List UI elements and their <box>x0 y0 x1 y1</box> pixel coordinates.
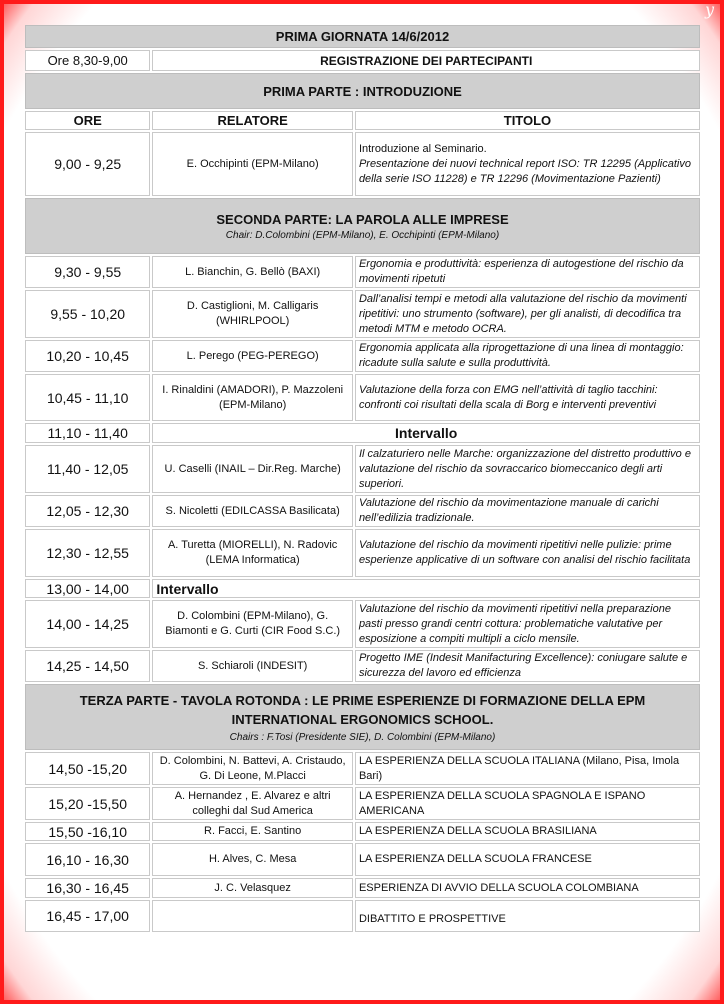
break-label: Intervallo <box>152 579 700 598</box>
table-row <box>25 374 700 421</box>
part2-chair: Chair: D.Colombini (EPM-Milano), E. Occhipinti (EPM-Milano) <box>225 229 500 241</box>
row-title: Ergonomia applicata alla riprogettazione di una linea di montaggio: ricadute sulla salute e sulla produttività. <box>355 340 700 372</box>
row-title: Valutazione del rischio da movimenti ripetitivi nella preparazione pasti presso grandi centri cottura: problematiche valutative per esposizione a compiti multipli a ciclo mensile. <box>355 600 700 648</box>
row-speaker: L. Perego (PEG-PEREGO) <box>152 340 353 372</box>
table-row <box>25 650 700 682</box>
row-time: 11,40 - 12,05 <box>25 445 150 493</box>
row-speaker: I. Rinaldini (AMADORI), P. Mazzoleni (EPM-Milano) <box>152 374 353 421</box>
table-row <box>25 445 700 493</box>
row-speaker: R. Facci, E. Santino <box>152 822 353 841</box>
row-time: 9,30 - 9,55 <box>25 256 150 288</box>
table-row <box>25 132 700 196</box>
row-title: LA ESPERIENZA DELLA SCUOLA BRASILIANA <box>355 822 700 841</box>
part1-title: PRIMA PARTE : INTRODUZIONE <box>25 73 700 109</box>
row-title: Valutazione del rischio da movimenti ripetitivi nelle pulizie: prime esperienze applicative di un software con analisi del rischio facilitata <box>355 529 700 577</box>
program-table <box>23 23 702 934</box>
row-speaker: S. Nicoletti (EDILCASSA Basilicata) <box>152 495 353 527</box>
break-row <box>25 579 700 598</box>
row-time: 14,00 - 14,25 <box>25 600 150 648</box>
row-speaker: U. Caselli (INAIL – Dir.Reg. Marche) <box>152 445 353 493</box>
part2-header <box>25 198 700 254</box>
table-row <box>25 822 700 841</box>
row-speaker: E. Occhipinti (EPM-Milano) <box>152 132 353 196</box>
table-row <box>25 256 700 288</box>
row-time: 16,45 - 17,00 <box>25 900 150 932</box>
row-time: 15,20 -15,50 <box>25 787 150 820</box>
row-title: LA ESPERIENZA DELLA SCUOLA FRANCESE <box>355 843 700 876</box>
break-label: Intervallo <box>152 423 700 443</box>
table-row <box>25 290 700 338</box>
row-speaker: L. Bianchin, G. Bellò (BAXI) <box>152 256 353 288</box>
break-row <box>25 423 700 443</box>
row-speaker: S. Schiaroli (INDESIT) <box>152 650 353 682</box>
row-speaker: A. Turetta (MIORELLI), N. Radovic (LEMA Informatica) <box>152 529 353 577</box>
part1-title-row <box>25 73 700 109</box>
row-title: Progetto IME (Indesit Manifacturing Excellence): coniugare salute e sicurezza del lavoro ed efficienza <box>355 650 700 682</box>
table-row <box>25 900 700 932</box>
table-row <box>25 878 700 898</box>
row-time: 12,05 - 12,30 <box>25 495 150 527</box>
registration-label: REGISTRAZIONE DEI PARTECIPANTI <box>152 50 700 71</box>
break-time: 13,00 - 14,00 <box>25 579 150 598</box>
row-speaker: D. Colombini (EPM-Milano), G. Biamonti e G. Curti (CIR Food S.C.) <box>152 600 353 648</box>
row-speaker <box>152 900 353 932</box>
table-row <box>25 787 700 820</box>
row-time: 14,25 - 14,50 <box>25 650 150 682</box>
break-time: 11,10 - 11,40 <box>25 423 150 443</box>
corner-mark: y <box>704 0 714 19</box>
row-speaker: H. Alves, C. Mesa <box>152 843 353 876</box>
row-title: LA ESPERIENZA DELLA SCUOLA SPAGNOLA E ISPANO AMERICANA <box>355 787 700 820</box>
col-header-relatore: RELATORE <box>152 111 353 130</box>
row-speaker: A. Hernandez , E. Alvarez e altri colleghi dal Sud America <box>152 787 353 820</box>
row-title: Ergonomia e produttività: esperienza di autogestione del rischio da movimenti ripetuti <box>355 256 700 288</box>
col-header-titolo: TITOLO <box>355 111 700 130</box>
day-title-row <box>25 25 700 48</box>
row-title <box>355 132 700 196</box>
part2-title: SECONDA PARTE: LA PAROLA ALLE IMPRESE <box>216 211 509 227</box>
row-time: 15,50 -16,10 <box>25 822 150 841</box>
registration-time: Ore 8,30-9,00 <box>25 50 150 71</box>
table-row <box>25 529 700 577</box>
row-time: 9,55 - 10,20 <box>25 290 150 338</box>
table-row <box>25 843 700 876</box>
table-row <box>25 752 700 785</box>
row-time: 12,30 - 12,55 <box>25 529 150 577</box>
part3-chair: Chairs : F.Tosi (Presidente SIE), D. Colombini (EPM-Milano) <box>229 732 496 743</box>
row-title: LA ESPERIENZA DELLA SCUOLA ITALIANA (Milano, Pisa, Imola Bari) <box>355 752 700 785</box>
row-title: Dall’analisi tempi e metodi alla valutazione del rischio da movimenti ripetitivi: uno strumento (software), per gli analisti, di decodifica tra metodi MTM e metodo OCRA. <box>355 290 700 338</box>
part2-title-row <box>25 198 700 254</box>
row-time: 10,20 - 10,45 <box>25 340 150 372</box>
day-title: PRIMA GIORNATA 14/6/2012 <box>25 25 700 48</box>
row-title: Valutazione della forza con EMG nell’attività di taglio tacchini: confronti coi risultati della scala di Borg e interventi preventivi <box>355 374 700 421</box>
col-header-ore: ORE <box>25 111 150 130</box>
row-title-text: Presentazione dei nuovi technical report ISO: TR 12295 (Applicativo della serie ISO 11228) e TR 12296 (Movimentazione Pazienti) <box>358 157 691 185</box>
program-sheet <box>23 23 702 934</box>
part3-title-row <box>25 684 700 750</box>
table-row <box>25 495 700 527</box>
row-title: DIBATTITO E PROSPETTIVE <box>355 900 700 932</box>
row-time: 16,30 - 16,45 <box>25 878 150 898</box>
table-row <box>25 340 700 372</box>
row-speaker: D. Castiglioni, M. Calligaris (WHIRLPOOL) <box>152 290 353 338</box>
row-time: 14,50 -15,20 <box>25 752 150 785</box>
row-speaker: D. Colombini, N. Battevi, A. Cristaudo, G. Di Leone, M.Placci <box>152 752 353 785</box>
row-time: 10,45 - 11,10 <box>25 374 150 421</box>
part3-title: TERZA PARTE - TAVOLA ROTONDA : LE PRIME ESPERIENZE DI FORMAZIONE DELLA EPM INTERNATIONAL ERGONOMICS SCHOOL. <box>79 693 646 727</box>
column-header-row <box>25 111 700 130</box>
row-title-intro: Introduzione al Seminario. <box>358 142 487 155</box>
row-title: ESPERIENZA DI AVVIO DELLA SCUOLA COLOMBIANA <box>355 878 700 898</box>
row-title: Valutazione del rischio da movimentazione manuale di carichi nell’edilizia tradizionale. <box>355 495 700 527</box>
registration-row <box>25 50 700 71</box>
row-title: Il calzaturiero nelle Marche: organizzazione del distretto produttivo e valutazione del rischio da sovraccarico biomeccanico degli arti superiori. <box>355 445 700 493</box>
row-time: 16,10 - 16,30 <box>25 843 150 876</box>
part3-header <box>25 684 700 750</box>
row-speaker: J. C. Velasquez <box>152 878 353 898</box>
row-time: 9,00 - 9,25 <box>25 132 150 196</box>
page-frame <box>4 0 720 1000</box>
table-row <box>25 600 700 648</box>
